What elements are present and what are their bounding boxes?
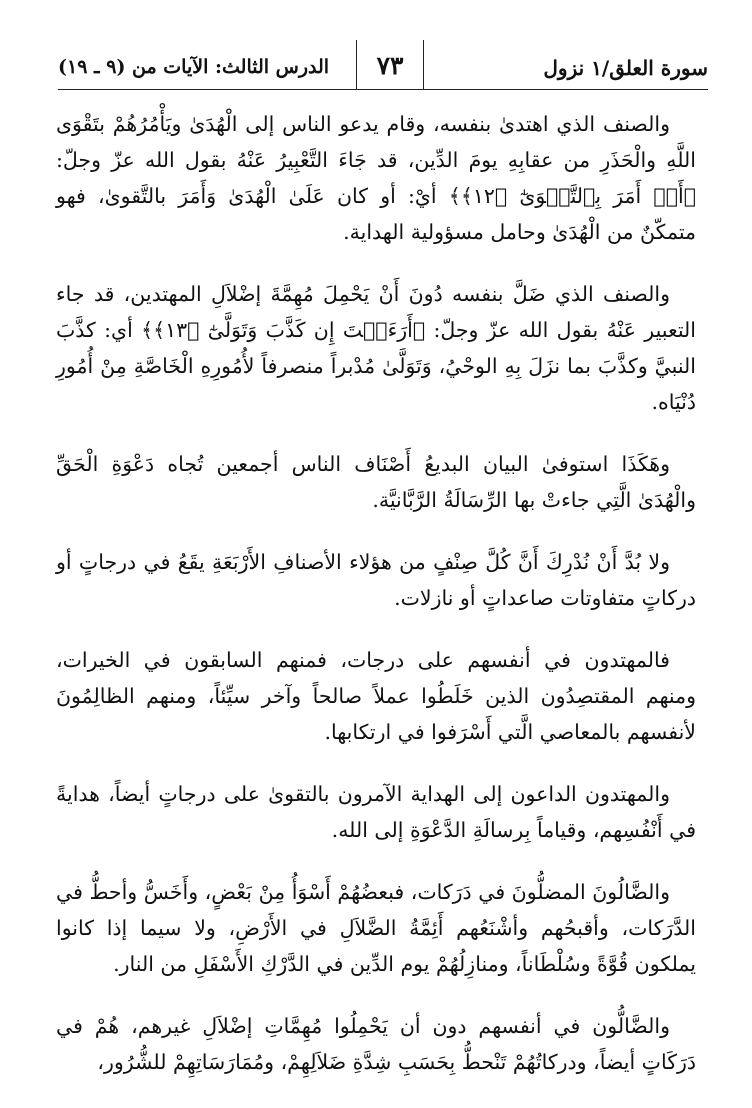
paragraph: فالمهتدون في أنفسهم على درجات، فمنهم السابقون في الخيرات، ومنهم المقتصِدُون الذين خَلَطُوا عملاً صالحاً وآخر سيِّئاً، ومنهم الظالِمُونَ لأنفسهم بالمعاصي الَّتي أَسْرَفوا في ارتكابها. — [56, 648, 696, 744]
paragraph: والصنف الذي اهتدىٰ بنفسه، وقام يدعو الناس إلى الْهُدَىٰ ويَأْمُرُهُمْ بتَقْوَى اللَّهِ والْحَذَرِ من عقابِهِ يومَ الدِّين، قد جَاءَ التَّعْبِيرُ عَنْهُ بقول الله عزّ وجلّ: ﴿أَوۡ أَمَرَ بِٱلتَّقۡوَىٰٓ ﴿١٢﴾﴾ أيْ: أو كان عَلَىٰ الْهُدَىٰ وَأَمَرَ بالتَّقوىٰ، فهو متمكّنٌ من الْهُدَىٰ وحامل مسؤولية الهداية. — [56, 112, 696, 244]
running-header — [58, 40, 708, 90]
paragraph: والصنف الذي ضَلَّ بنفسه دُونَ أَنْ يَحْمِلَ مُهِمَّةَ إضْلاَلِ المهتدين، قد جاء التعبير عَنْهُ بقول الله عزّ وجلّ: ﴿أَرَءَيۡتَ إِن كَذَّبَ وَتَوَلَّىٰٓ ﴿١٣﴾﴾ أي: كذَّبَ النبيَّ وكذَّبَ بما نزَلَ بِهِ الوحْيُ، وَتَوَلَّىٰ مُدْبراً منصرفاً لأُمُورِهِ الْخَاصَّةِ مِنْ أُمُورِ دُنْيَاه. — [56, 282, 696, 414]
paragraph: والمهتدون الداعون إلى الهداية الآمرون بالتقوىٰ على درجاتٍ أيضاً، هدايةً في أَنْفُسِهم، وقياماً بِرسالَةِ الدَّعْوَةِ إلى الله. — [56, 782, 696, 842]
paragraph: والضَّالُونَ المضلُّونَ في دَرَكات، فبعضُهُمْ أَسْوَأُ مِنْ بَعْضٍ، وأَخَسُّ وأحطُّ في الدَّرَكات، وأقبحُهم وأشْنَعُهم أَئِمَّةُ الضَّلاَلِ في الأَرْضِ، ولا سيما إذا كانوا يملكون قُوَّةً وسُلْطَاناً، ومنازِلُهُمْ يوم الدِّين في الدَّرْكِ الأَسْفَلِ من النار. — [56, 880, 696, 976]
paragraph: والضَّالُّون في أنفسهم دون أن يَحْمِلُوا مُهِمَّاتِ إضْلاَلِ غيرهم، هُمْ في دَرَكَاتٍ أيضاً، ودركاتُهُمْ تَنْحطُّ بِحَسَبِ شِدَّةِ ضَلاَلِهِمْ، ومُمَارَسَاتِهِمْ للشُّرُور، — [56, 1014, 696, 1074]
page-number: ٧٣ — [356, 40, 424, 89]
paragraph: وهَكَذَا استوفىٰ البيان البديعُ أَصْنَاف الناس أجمعين تُجاه دَعْوَةِ الْحَقِّ والْهُدَىٰ الَّتِي جاءتْ بها الرِّسَالَةُ الرَّبَّانيَّة. — [56, 452, 696, 512]
paragraph: ولا بُدَّ أَنْ نُدْرِكَ أَنَّ كُلَّ صِنْفٍ من هؤلاء الأصنافِ الأَرْبَعَةِ يقَعُ في درجاتٍ أو دركاتٍ متفاوتات صاعداتٍ أو نازلات. — [56, 550, 696, 610]
header-divider — [58, 89, 708, 90]
lesson-title: الدرس الثالث: الآيات من (٩ ـ ١٩) — [58, 56, 330, 78]
surah-title: سورة العلق/١ نزول — [543, 56, 708, 80]
page-body — [56, 106, 696, 1080]
